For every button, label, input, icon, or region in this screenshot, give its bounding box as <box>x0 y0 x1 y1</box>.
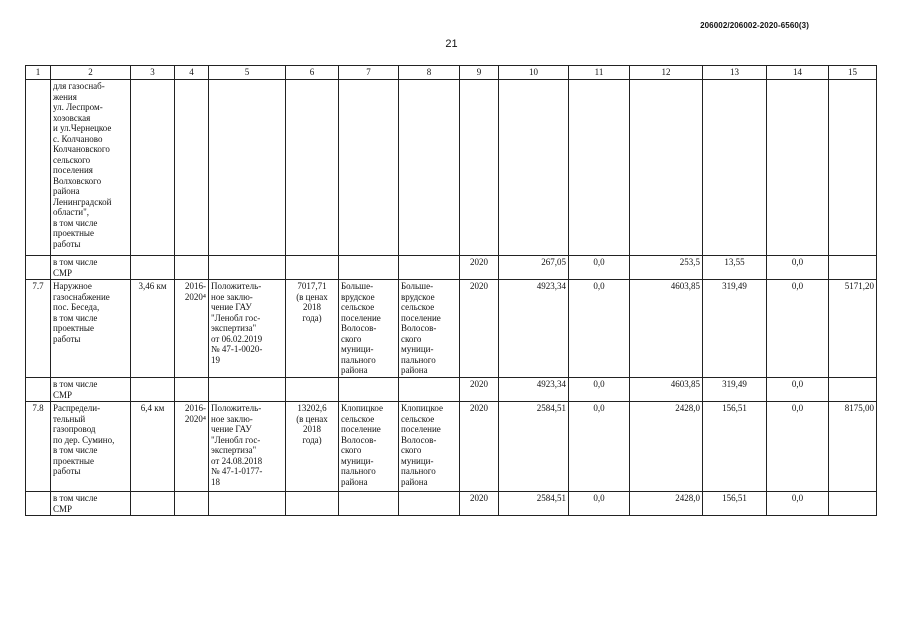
column-header: 9 <box>460 66 499 80</box>
column-header: 1 <box>26 66 51 80</box>
capacity-cell <box>131 256 175 280</box>
expertise-cell <box>209 80 286 256</box>
column-12-cell: 2428,0 <box>630 402 703 492</box>
year-cell: 2020 <box>460 280 499 378</box>
column-13-cell: 156,51 <box>703 492 767 516</box>
column-header: 2 <box>51 66 131 80</box>
document-id: 206002/206002-2020-6560(3) <box>700 21 809 30</box>
column-15-cell: 8175,00 <box>829 402 877 492</box>
estimated-cost-cell <box>286 256 339 280</box>
customer-cell: Клопицкое сельское поселение Волосов- ского муници- пального района <box>339 402 399 492</box>
period-cell <box>175 492 209 516</box>
row-number-cell <box>26 80 51 256</box>
total-cell <box>499 80 569 256</box>
table-row <box>26 256 877 280</box>
column-14-cell: 0,0 <box>767 256 829 280</box>
column-12-cell: 4603,85 <box>630 280 703 378</box>
year-cell: 2020 <box>460 402 499 492</box>
owner-cell <box>399 492 460 516</box>
total-cell: 4923,34 <box>499 378 569 402</box>
column-15-cell <box>829 378 877 402</box>
year-cell <box>460 80 499 256</box>
column-header: 5 <box>209 66 286 80</box>
column-number-row <box>26 66 877 80</box>
column-11-cell: 0,0 <box>569 402 630 492</box>
object-name-cell: в том числе СМР <box>51 378 131 402</box>
estimated-cost-cell <box>286 80 339 256</box>
owner-cell: Больше- врудское сельское поселение Волосов- ского муници- пального района <box>399 280 460 378</box>
page-number: 21 <box>445 38 458 50</box>
period-cell: 2016- 2020⁴ <box>175 280 209 378</box>
column-15-cell <box>829 80 877 256</box>
total-cell: 267,05 <box>499 256 569 280</box>
investment-table <box>25 65 877 516</box>
column-11-cell: 0,0 <box>569 492 630 516</box>
row-number-cell <box>26 492 51 516</box>
column-14-cell: 0,0 <box>767 402 829 492</box>
owner-cell <box>399 256 460 280</box>
column-14-cell: 0,0 <box>767 492 829 516</box>
column-header: 12 <box>630 66 703 80</box>
period-cell <box>175 256 209 280</box>
capacity-cell <box>131 80 175 256</box>
customer-cell <box>339 378 399 402</box>
estimated-cost-cell: 13202,6 (в ценах 2018 года) <box>286 402 339 492</box>
year-cell: 2020 <box>460 378 499 402</box>
table-row <box>26 80 877 256</box>
expertise-cell <box>209 492 286 516</box>
year-cell: 2020 <box>460 492 499 516</box>
column-12-cell: 253,5 <box>630 256 703 280</box>
column-12-cell <box>630 80 703 256</box>
object-name-cell: Распредели- тельный газопровод по дер. Сумино, в том числе проектные работы <box>51 402 131 492</box>
column-header: 11 <box>569 66 630 80</box>
column-header: 13 <box>703 66 767 80</box>
column-14-cell: 0,0 <box>767 378 829 402</box>
table-row <box>26 402 877 492</box>
capacity-cell <box>131 378 175 402</box>
expertise-cell <box>209 256 286 280</box>
column-12-cell: 2428,0 <box>630 492 703 516</box>
column-11-cell: 0,0 <box>569 280 630 378</box>
column-11-cell <box>569 80 630 256</box>
table-row <box>26 378 877 402</box>
column-header: 15 <box>829 66 877 80</box>
column-header: 14 <box>767 66 829 80</box>
column-12-cell: 4603,85 <box>630 378 703 402</box>
total-cell: 4923,34 <box>499 280 569 378</box>
expertise-cell: Положитель- ное заклю- чение ГАУ "Ленобл гос- экспертиза" от 24.08.2018 № 47-1-0177- 18 <box>209 402 286 492</box>
column-13-cell: 319,49 <box>703 378 767 402</box>
year-cell: 2020 <box>460 256 499 280</box>
column-13-cell: 319,49 <box>703 280 767 378</box>
capacity-cell: 6,4 км <box>131 402 175 492</box>
period-cell <box>175 378 209 402</box>
table-row <box>26 492 877 516</box>
object-name-cell: для газоснаб- жения ул. Леспром- хозовская и ул.Чернецкое с. Колчаново Колчановского сельского поселения Волховского района Ленинградской области", в том числе проектные работы <box>51 80 131 256</box>
column-11-cell: 0,0 <box>569 256 630 280</box>
owner-cell <box>399 378 460 402</box>
column-14-cell <box>767 80 829 256</box>
capacity-cell: 3,46 км <box>131 280 175 378</box>
customer-cell: Больше- врудское сельское поселение Волосов- ского муници- пального района <box>339 280 399 378</box>
owner-cell <box>399 80 460 256</box>
total-cell: 2584,51 <box>499 402 569 492</box>
capacity-cell <box>131 492 175 516</box>
expertise-cell: Положитель- ное заклю- чение ГАУ "Ленобл гос- экспертиза" от 06.02.2019 № 47-1-0020- 19 <box>209 280 286 378</box>
period-cell: 2016- 2020⁴ <box>175 402 209 492</box>
owner-cell: Клопицкое сельское поселение Волосов- ского муници- пального района <box>399 402 460 492</box>
column-13-cell: 156,51 <box>703 402 767 492</box>
table-row <box>26 280 877 378</box>
object-name-cell: в том числе СМР <box>51 256 131 280</box>
column-header: 7 <box>339 66 399 80</box>
column-13-cell <box>703 80 767 256</box>
column-15-cell: 5171,20 <box>829 280 877 378</box>
customer-cell <box>339 80 399 256</box>
column-14-cell: 0,0 <box>767 280 829 378</box>
period-cell <box>175 80 209 256</box>
customer-cell <box>339 492 399 516</box>
column-header: 10 <box>499 66 569 80</box>
object-name-cell: в том числе СМР <box>51 492 131 516</box>
column-header: 8 <box>399 66 460 80</box>
column-15-cell <box>829 492 877 516</box>
column-header: 4 <box>175 66 209 80</box>
estimated-cost-cell <box>286 378 339 402</box>
column-11-cell: 0,0 <box>569 378 630 402</box>
row-number-cell <box>26 256 51 280</box>
column-header: 3 <box>131 66 175 80</box>
column-13-cell: 13,55 <box>703 256 767 280</box>
estimated-cost-cell <box>286 492 339 516</box>
column-header: 6 <box>286 66 339 80</box>
row-number-cell: 7.8 <box>26 402 51 492</box>
estimated-cost-cell: 7017,71 (в ценах 2018 года) <box>286 280 339 378</box>
column-15-cell <box>829 256 877 280</box>
row-number-cell: 7.7 <box>26 280 51 378</box>
total-cell: 2584,51 <box>499 492 569 516</box>
expertise-cell <box>209 378 286 402</box>
row-number-cell <box>26 378 51 402</box>
object-name-cell: Наружное газоснабжение пос. Беседа, в том числе проектные работы <box>51 280 131 378</box>
customer-cell <box>339 256 399 280</box>
